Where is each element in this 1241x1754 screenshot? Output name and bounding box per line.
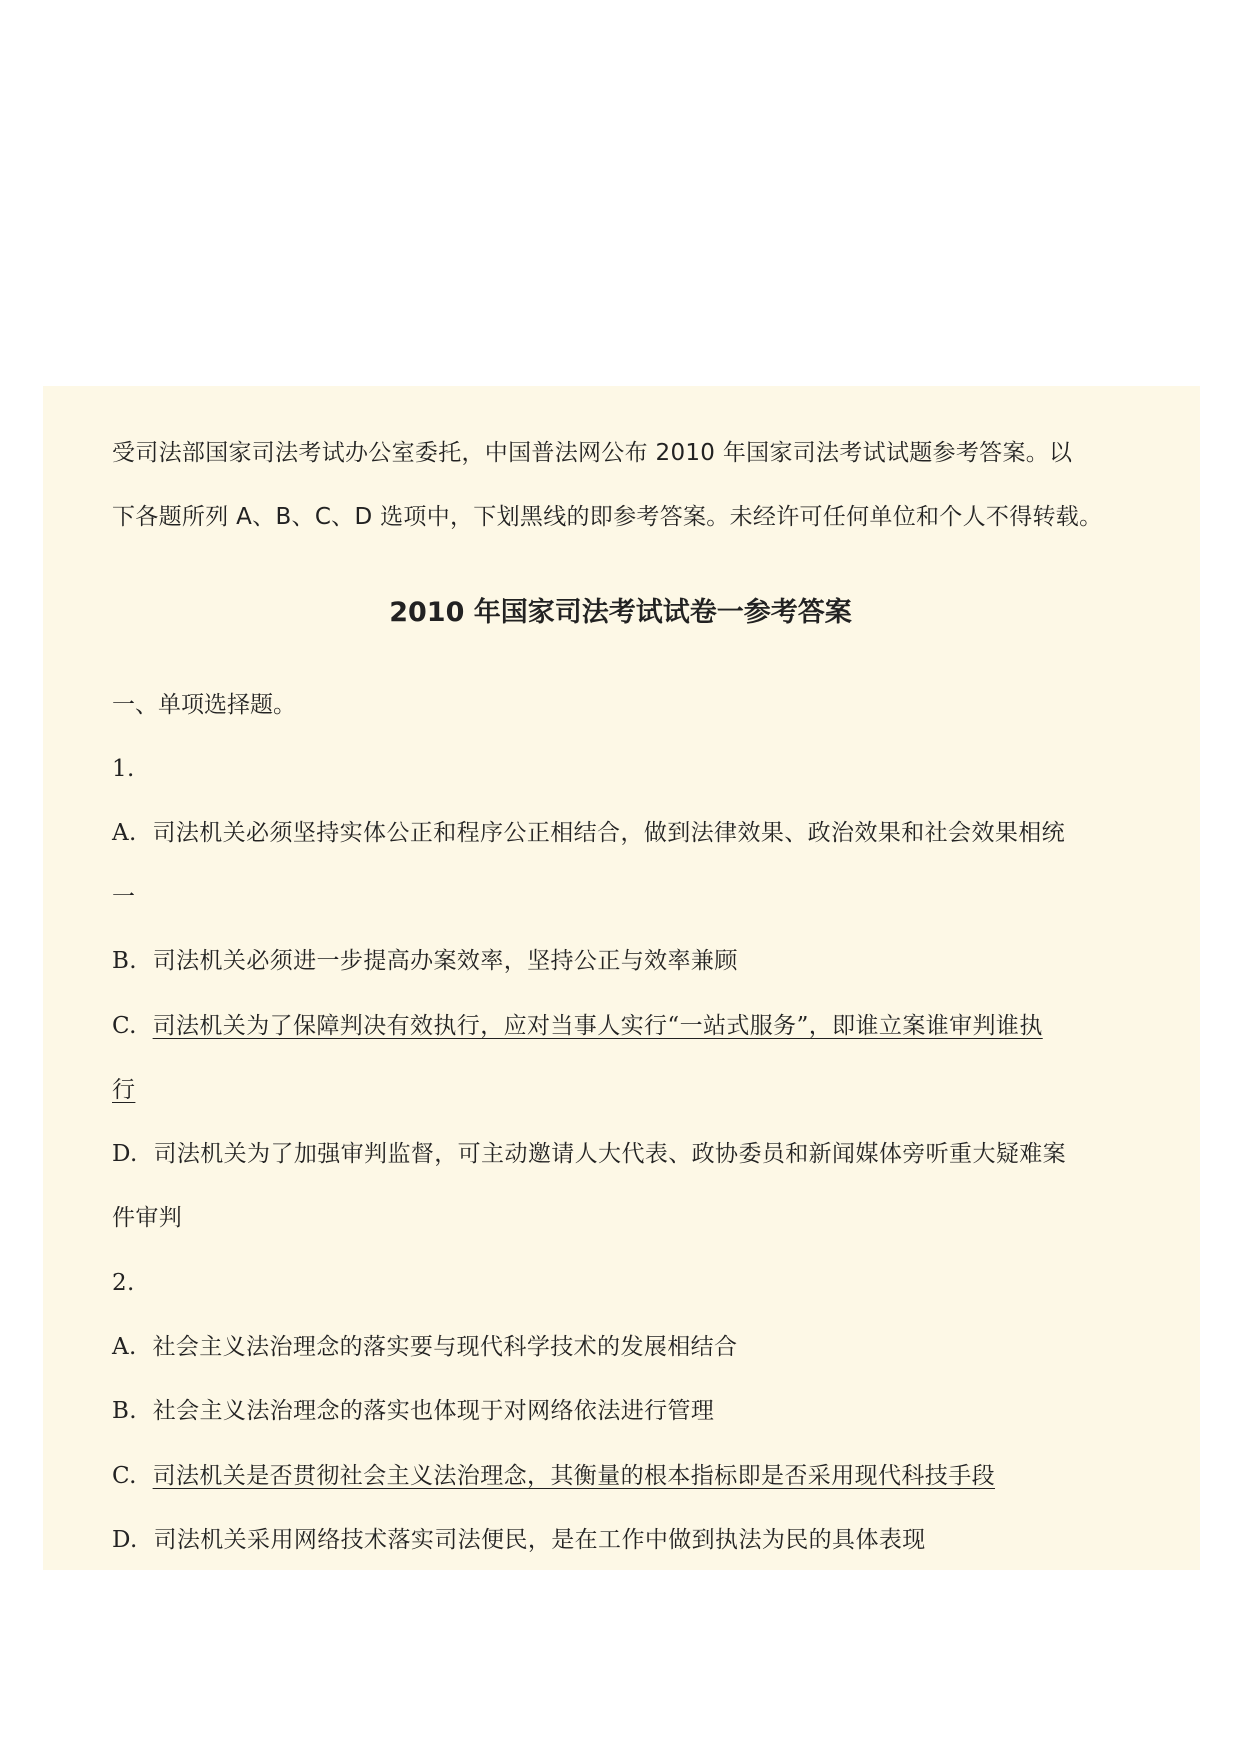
option-text: 司法机关采用网络技术落实司法便民，是在工作中做到执法为民的具体表现 <box>153 1527 926 1553</box>
intro-line-1: 受司法部国家司法考试办公室委托，中国普法网公布 2010 年国家司法考试试题参考答案。以 <box>112 440 1073 466</box>
option-c-answer <box>112 1015 1043 1038</box>
option-d <box>112 1143 1066 1166</box>
option-prefix: B. <box>112 1398 138 1424</box>
option-text: 社会主义法治理念的落实也体现于对网络依法进行管理 <box>152 1398 715 1424</box>
option-b <box>112 1400 714 1423</box>
option-c-answer <box>112 1465 995 1488</box>
option-continuation: 件审判 <box>112 1205 183 1231</box>
content-panel <box>43 386 1200 1570</box>
option-prefix: B. <box>112 948 138 974</box>
option-prefix: D. <box>112 1527 138 1553</box>
answer-text: 行 <box>112 1077 136 1103</box>
option-prefix: A. <box>112 1334 137 1360</box>
answer-text: 司法机关为了保障判决有效执行，应对当事人实行“一站式服务”，即谁立案谁审判谁执 <box>152 1013 1043 1039</box>
option-text: 司法机关必须进一步提高办案效率，坚持公正与效率兼顾 <box>152 948 738 974</box>
option-text: 社会主义法治理念的落实要与现代科学技术的发展相结合 <box>152 1334 738 1360</box>
option-d <box>112 1529 926 1552</box>
option-prefix: D. <box>112 1141 138 1167</box>
section-heading: 一、单项选择题。 <box>112 692 296 718</box>
option-prefix: C. <box>112 1463 137 1489</box>
option-continuation: 一 <box>112 884 136 910</box>
option-prefix: C. <box>112 1013 137 1039</box>
option-text: 司法机关必须坚持实体公正和程序公正相结合，做到法律效果、政治效果和社会效果相统 <box>152 820 1066 846</box>
question-number: 1. <box>112 756 135 782</box>
intro-line-2: 下各题所列 A、B、C、D 选项中，下划黑线的即参考答案。未经许可任何单位和个人不得转载。 <box>112 504 1103 530</box>
answer-text: 司法机关是否贯彻社会主义法治理念，其衡量的根本指标即是否采用现代科技手段 <box>152 1463 996 1489</box>
option-text: 司法机关为了加强审判监督，可主动邀请人大代表、政协委员和新闻媒体旁听重大疑难案 <box>153 1141 1067 1167</box>
option-b <box>112 950 738 973</box>
option-a <box>112 822 1065 845</box>
page-title: 2010 年国家司法考试试卷一参考答案 <box>389 597 852 628</box>
question-number: 2. <box>112 1270 135 1296</box>
option-continuation <box>112 1079 135 1102</box>
option-a <box>112 1336 737 1359</box>
option-prefix: A. <box>112 820 137 846</box>
